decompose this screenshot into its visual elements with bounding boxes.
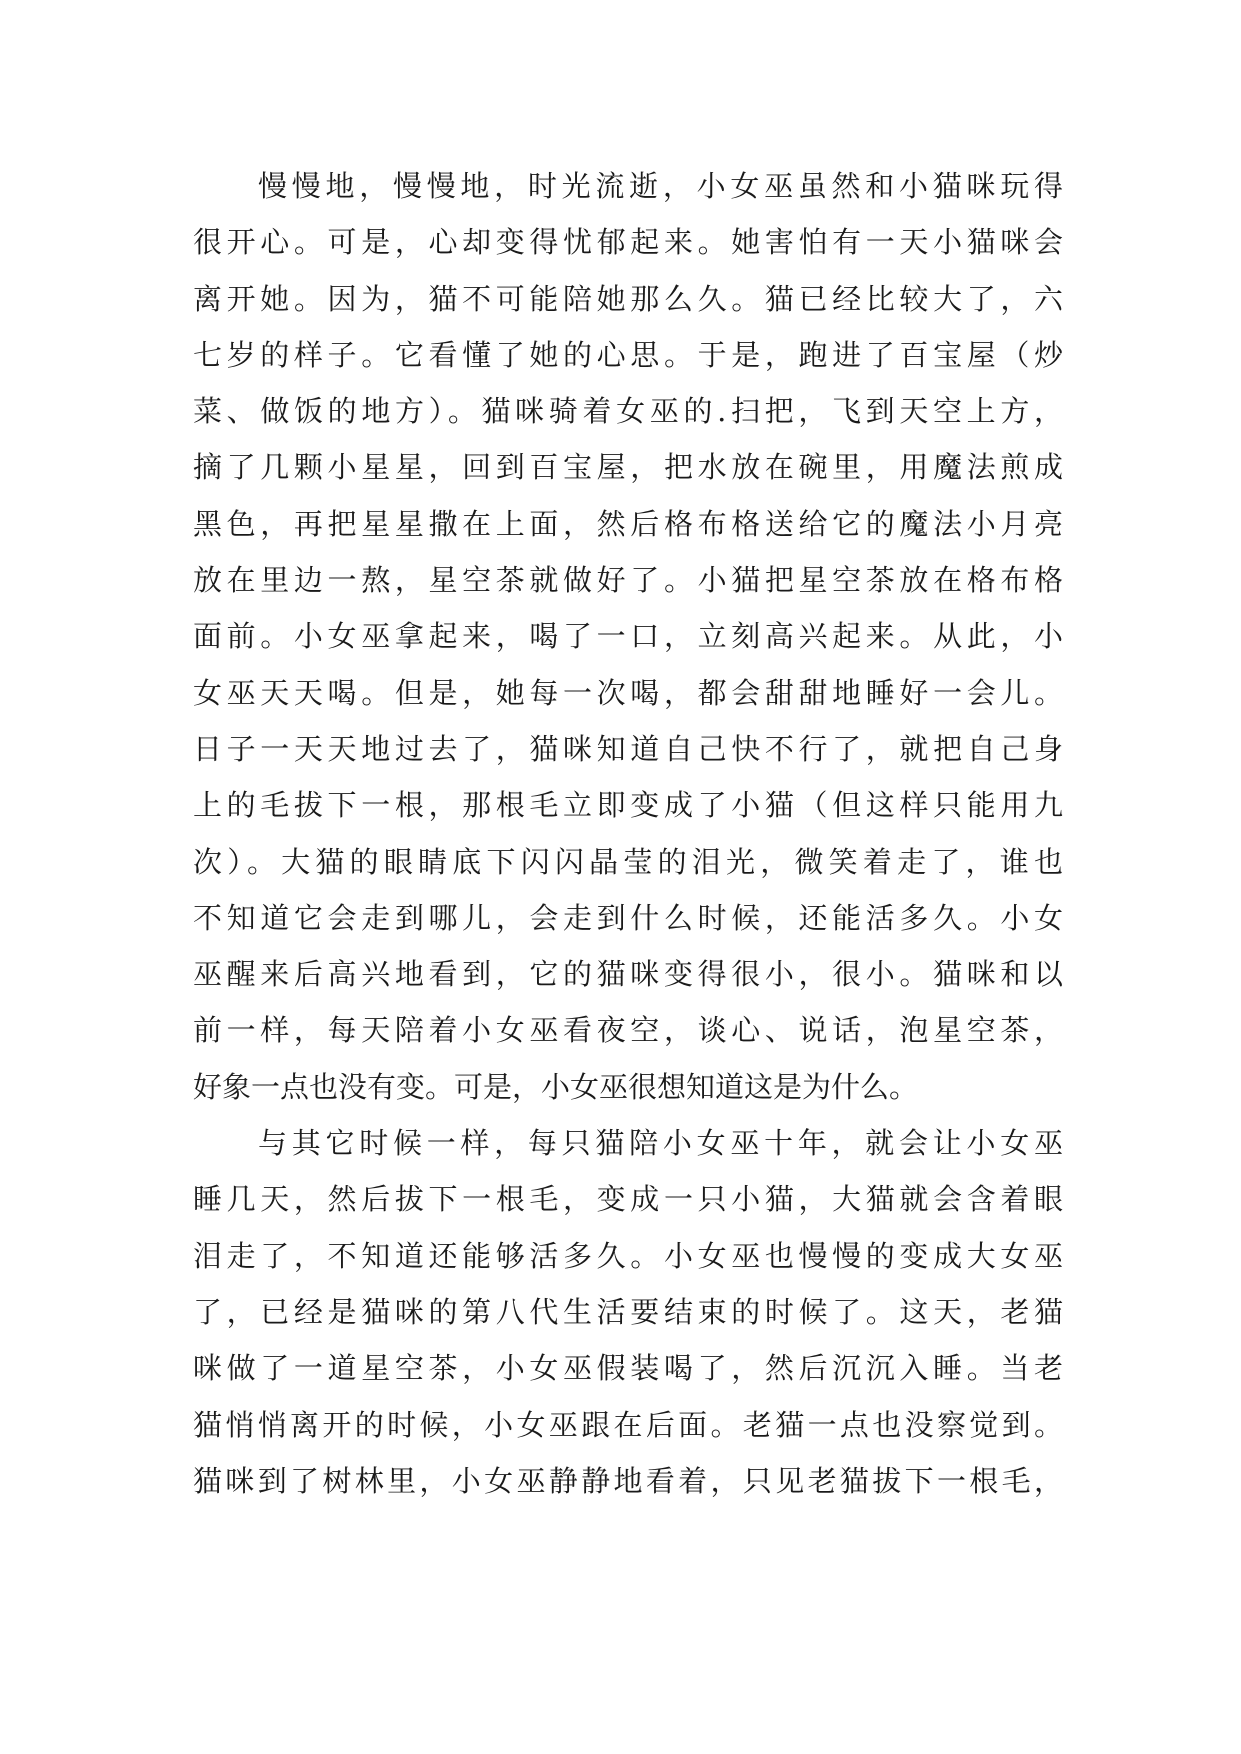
text-line: 巫醒来后高兴地看到，它的猫咪变得很小，很小。猫咪和以: [193, 957, 1063, 992]
text-line: 菜、做饭的地方）。猫咪骑着女巫的.扫把，飞到天空上方，: [193, 394, 1063, 429]
text-line: 次）。大猫的眼睛底下闪闪晶莹的泪光，微笑着走了，谁也: [193, 844, 1063, 879]
text-line: 猫悄悄离开的时候，小女巫跟在后面。老猫一点也没察觉到。: [193, 1407, 1063, 1442]
text-line: 了，已经是猫咪的第八代生活要结束的时候了。这天，老猫: [193, 1294, 1063, 1329]
text-line: 咪做了一道星空茶，小女巫假装喝了，然后沉沉入睡。当老: [193, 1351, 1063, 1386]
text-line: 放在里边一熬，星空茶就做好了。小猫把星空茶放在格布格: [193, 563, 1063, 598]
text-line: 七岁的样子。它看懂了她的心思。于是，跑进了百宝屋（炒: [193, 337, 1063, 372]
text-line: 猫咪到了树林里，小女巫静静地看着，只见老猫拔下一根毛，: [193, 1463, 1063, 1498]
text-line: 摘了几颗小星星，回到百宝屋，把水放在碗里，用魔法煎成: [193, 450, 1063, 485]
paragraph-2: [193, 1115, 1063, 1509]
text-line: 泪走了，不知道还能够活多久。小女巫也慢慢的变成大女巫: [193, 1238, 1063, 1273]
text-line: 与其它时候一样，每只猫陪小女巫十年，就会让小女巫: [258, 1126, 1063, 1161]
text-line: 前一样，每天陪着小女巫看夜空，谈心、说话，泡星空茶，: [193, 1013, 1063, 1048]
text-line: 日子一天天地过去了，猫咪知道自己快不行了，就把自己身: [193, 731, 1063, 766]
paragraph-1: [193, 158, 1063, 1115]
text-line: 上的毛拔下一根，那根毛立即变成了小猫（但这样只能用九: [193, 788, 1063, 823]
body-text: [193, 158, 1063, 1509]
text-line: 不知道它会走到哪儿，会走到什么时候，还能活多久。小女: [193, 900, 1063, 935]
text-line: 慢慢地，慢慢地，时光流逝，小女巫虽然和小猫咪玩得: [258, 169, 1063, 203]
text-line: 很开心。可是，心却变得忧郁起来。她害怕有一天小猫咪会: [193, 225, 1063, 260]
text-line: 睡几天，然后拔下一根毛，变成一只小猫，大猫就会含着眼: [193, 1182, 1063, 1217]
text-line: 女巫天天喝。但是，她每一次喝，都会甜甜地睡好一会儿。: [193, 675, 1063, 710]
text-line: 好象一点也没有变。可是，小女巫很想知道这是为什么。: [193, 1069, 919, 1104]
text-line: 离开她。因为，猫不可能陪她那么久。猫已经比较大了，六: [193, 281, 1063, 316]
text-line: 面前。小女巫拿起来，喝了一口，立刻高兴起来。从此，小: [193, 619, 1063, 654]
text-line: 黑色，再把星星撒在上面，然后格布格送给它的魔法小月亮: [193, 506, 1063, 541]
